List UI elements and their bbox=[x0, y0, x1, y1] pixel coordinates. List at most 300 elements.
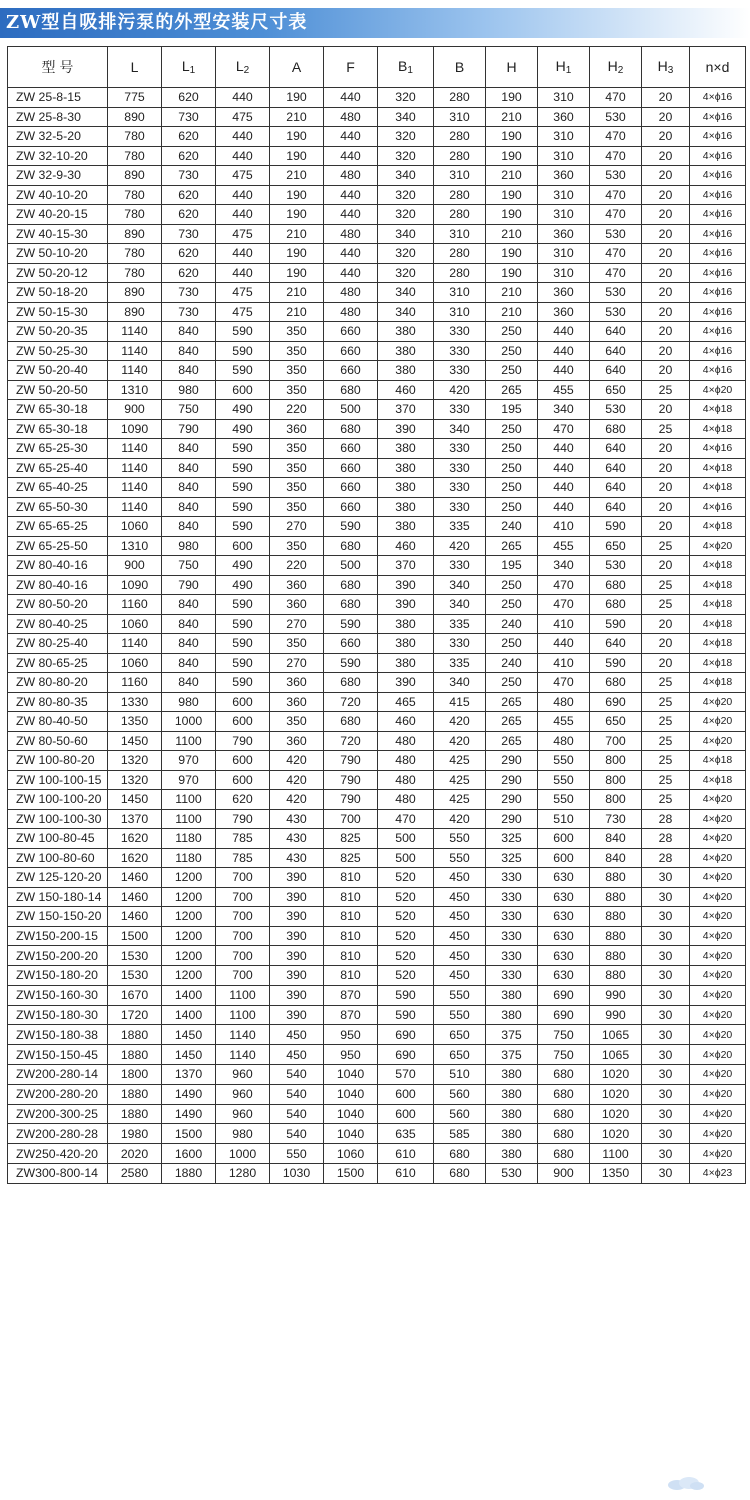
table-cell: 530 bbox=[590, 556, 642, 576]
table-cell: 290 bbox=[486, 751, 538, 771]
table-cell: 1460 bbox=[108, 907, 162, 927]
table-cell: 870 bbox=[324, 1005, 378, 1025]
table-cell: 210 bbox=[270, 107, 324, 127]
table-cell: 190 bbox=[486, 244, 538, 264]
table-cell: 640 bbox=[590, 361, 642, 381]
table-cell: 290 bbox=[486, 790, 538, 810]
table-cell: 1160 bbox=[108, 595, 162, 615]
table-cell: 340 bbox=[538, 556, 590, 576]
table-cell: 440 bbox=[324, 146, 378, 166]
table-cell: 425 bbox=[434, 790, 486, 810]
table-cell: 750 bbox=[162, 556, 216, 576]
table-cell: 590 bbox=[216, 517, 270, 537]
table-cell: 330 bbox=[486, 868, 538, 888]
table-cell: 1370 bbox=[108, 809, 162, 829]
table-cell: 190 bbox=[486, 88, 538, 108]
model-cell: ZW 50-18-20 bbox=[8, 283, 108, 303]
table-cell: 1140 bbox=[108, 478, 162, 498]
table-cell: 980 bbox=[162, 380, 216, 400]
model-cell: ZW 40-10-20 bbox=[8, 185, 108, 205]
table-cell: 660 bbox=[324, 458, 378, 478]
table-cell: 980 bbox=[162, 692, 216, 712]
table-cell: 630 bbox=[538, 946, 590, 966]
table-cell: 20 bbox=[642, 107, 690, 127]
table-cell: 840 bbox=[162, 517, 216, 537]
table-cell: 590 bbox=[216, 634, 270, 654]
table-cell: 630 bbox=[538, 926, 590, 946]
table-cell: 470 bbox=[538, 419, 590, 439]
table-cell: 330 bbox=[434, 361, 486, 381]
table-cell: 190 bbox=[270, 263, 324, 283]
table-cell: 440 bbox=[538, 634, 590, 654]
model-cell: ZW 80-80-20 bbox=[8, 673, 108, 693]
model-cell: ZW 65-40-25 bbox=[8, 478, 108, 498]
table-cell: 4×ϕ20 bbox=[690, 1124, 746, 1144]
table-cell: 30 bbox=[642, 887, 690, 907]
table-cell: 950 bbox=[324, 1025, 378, 1045]
table-cell: 4×ϕ20 bbox=[690, 809, 746, 829]
table-cell: 750 bbox=[538, 1045, 590, 1065]
table-cell: 320 bbox=[378, 185, 434, 205]
table-cell: 30 bbox=[642, 966, 690, 986]
table-cell: 4×ϕ20 bbox=[690, 1005, 746, 1025]
table-cell: 4×ϕ18 bbox=[690, 595, 746, 615]
table-cell: 380 bbox=[378, 478, 434, 498]
table-cell: 720 bbox=[324, 731, 378, 751]
table-cell: 270 bbox=[270, 614, 324, 634]
table-cell: 840 bbox=[162, 361, 216, 381]
table-cell: 1160 bbox=[108, 673, 162, 693]
table-cell: 1620 bbox=[108, 829, 162, 849]
table-cell: 20 bbox=[642, 322, 690, 342]
table-cell: 1600 bbox=[162, 1144, 216, 1164]
table-row bbox=[8, 127, 746, 147]
table-cell: 1000 bbox=[216, 1144, 270, 1164]
table-row bbox=[8, 575, 746, 595]
table-cell: 460 bbox=[378, 712, 434, 732]
table-cell: 4×ϕ18 bbox=[690, 634, 746, 654]
table-cell: 1450 bbox=[108, 790, 162, 810]
table-cell: 20 bbox=[642, 517, 690, 537]
table-cell: 540 bbox=[270, 1084, 324, 1104]
table-cell: 425 bbox=[434, 770, 486, 790]
column-header-label: 型 号 bbox=[41, 59, 74, 75]
table-cell: 20 bbox=[642, 244, 690, 264]
table-cell: 680 bbox=[324, 419, 378, 439]
table-cell: 330 bbox=[486, 966, 538, 986]
table-row bbox=[8, 1144, 746, 1164]
table-cell: 350 bbox=[270, 497, 324, 517]
table-cell: 4×ϕ20 bbox=[690, 731, 746, 751]
table-cell: 900 bbox=[538, 1164, 590, 1184]
table-cell: 1450 bbox=[162, 1025, 216, 1045]
table-cell: 480 bbox=[538, 731, 590, 751]
table-cell: 30 bbox=[642, 946, 690, 966]
table-cell: 590 bbox=[216, 614, 270, 634]
column-header bbox=[434, 47, 486, 88]
table-cell: 4×ϕ16 bbox=[690, 107, 746, 127]
table-cell: 280 bbox=[434, 146, 486, 166]
table-cell: 340 bbox=[434, 419, 486, 439]
table-cell: 270 bbox=[270, 517, 324, 537]
table-row bbox=[8, 322, 746, 342]
table-cell: 380 bbox=[486, 1005, 538, 1025]
table-cell: 1880 bbox=[108, 1104, 162, 1124]
model-cell: ZW 50-25-30 bbox=[8, 341, 108, 361]
table-cell: 4×ϕ18 bbox=[690, 575, 746, 595]
table-cell: 1090 bbox=[108, 575, 162, 595]
table-cell: 1040 bbox=[324, 1104, 378, 1124]
table-cell: 590 bbox=[324, 653, 378, 673]
table-cell: 380 bbox=[486, 985, 538, 1005]
table-row bbox=[8, 887, 746, 907]
table-cell: 680 bbox=[434, 1144, 486, 1164]
table-cell: 190 bbox=[270, 127, 324, 147]
table-cell: 840 bbox=[162, 322, 216, 342]
table-cell: 210 bbox=[486, 107, 538, 127]
table-cell: 680 bbox=[590, 673, 642, 693]
table-cell: 195 bbox=[486, 556, 538, 576]
table-cell: 810 bbox=[324, 946, 378, 966]
table-cell: 265 bbox=[486, 692, 538, 712]
table-cell: 20 bbox=[642, 341, 690, 361]
table-cell: 4×ϕ20 bbox=[690, 1104, 746, 1124]
table-cell: 780 bbox=[108, 185, 162, 205]
model-cell: ZW150-200-20 bbox=[8, 946, 108, 966]
table-cell: 25 bbox=[642, 731, 690, 751]
table-cell: 980 bbox=[216, 1124, 270, 1144]
table-cell: 450 bbox=[434, 946, 486, 966]
table-cell: 470 bbox=[590, 185, 642, 205]
column-header-label: H bbox=[657, 58, 668, 74]
table-cell: 430 bbox=[270, 848, 324, 868]
table-row bbox=[8, 712, 746, 732]
cloud-decoration-icon bbox=[665, 1476, 705, 1492]
table-cell: 1200 bbox=[162, 946, 216, 966]
table-cell: 1140 bbox=[108, 497, 162, 517]
table-cell: 330 bbox=[434, 497, 486, 517]
table-cell: 4×ϕ20 bbox=[690, 1025, 746, 1045]
model-cell: ZW 50-20-40 bbox=[8, 361, 108, 381]
table-cell: 600 bbox=[216, 692, 270, 712]
table-cell: 440 bbox=[324, 88, 378, 108]
table-cell: 1100 bbox=[590, 1144, 642, 1164]
table-cell: 500 bbox=[324, 400, 378, 420]
column-header-label: n×d bbox=[705, 59, 730, 75]
table-cell: 4×ϕ20 bbox=[690, 1084, 746, 1104]
table-cell: 690 bbox=[538, 1005, 590, 1025]
column-header bbox=[108, 47, 162, 88]
table-row bbox=[8, 107, 746, 127]
table-cell: 600 bbox=[216, 536, 270, 556]
table-cell: 430 bbox=[270, 809, 324, 829]
table-cell: 4×ϕ20 bbox=[690, 536, 746, 556]
table-cell: 20 bbox=[642, 497, 690, 517]
table-cell: 825 bbox=[324, 848, 378, 868]
table-cell: 440 bbox=[324, 244, 378, 264]
table-cell: 1330 bbox=[108, 692, 162, 712]
table-cell: 790 bbox=[324, 751, 378, 771]
table-row bbox=[8, 692, 746, 712]
table-cell: 440 bbox=[216, 244, 270, 264]
table-cell: 380 bbox=[378, 341, 434, 361]
table-cell: 440 bbox=[324, 185, 378, 205]
table-cell: 430 bbox=[270, 829, 324, 849]
table-cell: 1320 bbox=[108, 751, 162, 771]
model-cell: ZW 50-20-50 bbox=[8, 380, 108, 400]
model-cell: ZW150-180-20 bbox=[8, 966, 108, 986]
table-row bbox=[8, 458, 746, 478]
table-cell: 340 bbox=[378, 107, 434, 127]
table-cell: 4×ϕ20 bbox=[690, 887, 746, 907]
table-cell: 840 bbox=[162, 497, 216, 517]
table-cell: 4×ϕ18 bbox=[690, 458, 746, 478]
table-cell: 480 bbox=[378, 731, 434, 751]
table-cell: 440 bbox=[216, 127, 270, 147]
table-cell: 25 bbox=[642, 419, 690, 439]
column-header-subscript: 1 bbox=[407, 65, 413, 76]
model-cell: ZW 25-8-15 bbox=[8, 88, 108, 108]
table-cell: 510 bbox=[434, 1065, 486, 1085]
table-cell: 780 bbox=[108, 127, 162, 147]
table-cell: 420 bbox=[270, 770, 324, 790]
column-header bbox=[690, 47, 746, 88]
table-cell: 480 bbox=[324, 107, 378, 127]
table-cell: 550 bbox=[270, 1144, 324, 1164]
table-cell: 470 bbox=[538, 595, 590, 615]
model-cell: ZW 80-50-20 bbox=[8, 595, 108, 615]
table-cell: 390 bbox=[378, 595, 434, 615]
table-cell: 630 bbox=[538, 966, 590, 986]
table-cell: 440 bbox=[538, 458, 590, 478]
table-cell: 440 bbox=[538, 439, 590, 459]
table-cell: 1880 bbox=[108, 1084, 162, 1104]
table-cell: 1100 bbox=[162, 790, 216, 810]
table-cell: 240 bbox=[486, 653, 538, 673]
table-row bbox=[8, 595, 746, 615]
table-cell: 650 bbox=[434, 1045, 486, 1065]
model-cell: ZW200-280-14 bbox=[8, 1065, 108, 1085]
table-cell: 660 bbox=[324, 341, 378, 361]
table-cell: 350 bbox=[270, 361, 324, 381]
model-cell: ZW 80-40-16 bbox=[8, 575, 108, 595]
table-cell: 1500 bbox=[108, 926, 162, 946]
model-cell: ZW 40-20-15 bbox=[8, 205, 108, 225]
table-cell: 240 bbox=[486, 614, 538, 634]
table-cell: 310 bbox=[434, 166, 486, 186]
table-cell: 4×ϕ18 bbox=[690, 751, 746, 771]
table-cell: 30 bbox=[642, 985, 690, 1005]
table-cell: 310 bbox=[538, 127, 590, 147]
table-cell: 480 bbox=[538, 692, 590, 712]
table-cell: 680 bbox=[538, 1104, 590, 1124]
column-header-label: B bbox=[398, 58, 408, 74]
table-cell: 2580 bbox=[108, 1164, 162, 1184]
table-row bbox=[8, 731, 746, 751]
table-cell: 425 bbox=[434, 751, 486, 771]
table-cell: 480 bbox=[324, 224, 378, 244]
table-cell: 480 bbox=[378, 790, 434, 810]
table-cell: 20 bbox=[642, 361, 690, 381]
column-header bbox=[216, 47, 270, 88]
table-cell: 600 bbox=[216, 712, 270, 732]
table-cell: 20 bbox=[642, 205, 690, 225]
model-cell: ZW 65-25-50 bbox=[8, 536, 108, 556]
table-cell: 1450 bbox=[108, 731, 162, 751]
table-cell: 195 bbox=[486, 400, 538, 420]
table-cell: 810 bbox=[324, 926, 378, 946]
table-cell: 1880 bbox=[108, 1025, 162, 1045]
table-cell: 960 bbox=[216, 1065, 270, 1085]
table-cell: 210 bbox=[486, 224, 538, 244]
table-cell: 640 bbox=[590, 458, 642, 478]
table-cell: 775 bbox=[108, 88, 162, 108]
table-cell: 1140 bbox=[108, 361, 162, 381]
page-title: ZW型自吸排污泵的外型安装尺寸表 bbox=[6, 12, 308, 33]
table-cell: 320 bbox=[378, 244, 434, 264]
table-cell: 440 bbox=[538, 341, 590, 361]
table-cell: 720 bbox=[324, 692, 378, 712]
table-cell: 900 bbox=[108, 556, 162, 576]
table-cell: 330 bbox=[486, 887, 538, 907]
table-cell: 20 bbox=[642, 88, 690, 108]
table-cell: 280 bbox=[434, 127, 486, 147]
table-cell: 600 bbox=[538, 848, 590, 868]
table-cell: 650 bbox=[590, 536, 642, 556]
table-cell: 590 bbox=[216, 673, 270, 693]
table-cell: 530 bbox=[590, 302, 642, 322]
table-cell: 20 bbox=[642, 458, 690, 478]
table-cell: 690 bbox=[538, 985, 590, 1005]
table-cell: 1060 bbox=[108, 653, 162, 673]
table-cell: 310 bbox=[434, 224, 486, 244]
table-row bbox=[8, 868, 746, 888]
table-cell: 30 bbox=[642, 1065, 690, 1085]
table-cell: 380 bbox=[378, 653, 434, 673]
table-cell: 420 bbox=[270, 790, 324, 810]
table-cell: 440 bbox=[216, 205, 270, 225]
table-cell: 785 bbox=[216, 829, 270, 849]
table-cell: 25 bbox=[642, 790, 690, 810]
table-cell: 20 bbox=[642, 614, 690, 634]
table-cell: 590 bbox=[216, 439, 270, 459]
table-cell: 220 bbox=[270, 556, 324, 576]
table-row bbox=[8, 966, 746, 986]
model-cell: ZW 80-40-16 bbox=[8, 556, 108, 576]
table-row bbox=[8, 536, 746, 556]
table-cell: 30 bbox=[642, 1104, 690, 1124]
table-cell: 790 bbox=[324, 790, 378, 810]
table-cell: 530 bbox=[590, 400, 642, 420]
model-cell: ZW 80-25-40 bbox=[8, 634, 108, 654]
table-cell: 450 bbox=[270, 1045, 324, 1065]
table-cell: 680 bbox=[324, 595, 378, 615]
table-cell: 4×ϕ18 bbox=[690, 673, 746, 693]
table-cell: 410 bbox=[538, 653, 590, 673]
table-cell: 310 bbox=[434, 302, 486, 322]
model-cell: ZW 150-150-20 bbox=[8, 907, 108, 927]
table-cell: 310 bbox=[538, 263, 590, 283]
table-cell: 1140 bbox=[108, 322, 162, 342]
table-cell: 1040 bbox=[324, 1065, 378, 1085]
table-cell: 800 bbox=[590, 751, 642, 771]
table-cell: 1530 bbox=[108, 946, 162, 966]
table-cell: 1060 bbox=[108, 614, 162, 634]
table-cell: 25 bbox=[642, 751, 690, 771]
table-row bbox=[8, 907, 746, 927]
table-cell: 250 bbox=[486, 478, 538, 498]
table-cell: 25 bbox=[642, 692, 690, 712]
table-row bbox=[8, 361, 746, 381]
table-cell: 20 bbox=[642, 478, 690, 498]
table-cell: 1490 bbox=[162, 1104, 216, 1124]
table-cell: 680 bbox=[434, 1164, 486, 1184]
table-cell: 20 bbox=[642, 127, 690, 147]
table-cell: 1140 bbox=[108, 634, 162, 654]
table-cell: 380 bbox=[378, 517, 434, 537]
table-cell: 880 bbox=[590, 926, 642, 946]
table-cell: 1020 bbox=[590, 1065, 642, 1085]
table-cell: 680 bbox=[590, 419, 642, 439]
table-cell: 330 bbox=[486, 926, 538, 946]
table-cell: 340 bbox=[378, 224, 434, 244]
table-cell: 550 bbox=[434, 1005, 486, 1025]
table-cell: 730 bbox=[162, 283, 216, 303]
table-cell: 890 bbox=[108, 283, 162, 303]
table-cell: 520 bbox=[378, 907, 434, 927]
table-cell: 280 bbox=[434, 185, 486, 205]
table-cell: 475 bbox=[216, 224, 270, 244]
table-cell: 730 bbox=[162, 166, 216, 186]
model-cell: ZW 50-20-35 bbox=[8, 322, 108, 342]
table-cell: 310 bbox=[538, 244, 590, 264]
column-header bbox=[642, 47, 690, 88]
model-cell: ZW200-280-28 bbox=[8, 1124, 108, 1144]
table-cell: 190 bbox=[270, 146, 324, 166]
table-cell: 530 bbox=[486, 1164, 538, 1184]
table-cell: 530 bbox=[590, 224, 642, 244]
table-cell: 840 bbox=[590, 848, 642, 868]
table-cell: 520 bbox=[378, 926, 434, 946]
table-cell: 250 bbox=[486, 595, 538, 615]
table-cell: 680 bbox=[324, 712, 378, 732]
table-cell: 1350 bbox=[590, 1164, 642, 1184]
table-cell: 690 bbox=[378, 1045, 434, 1065]
table-cell: 380 bbox=[378, 497, 434, 517]
table-cell: 1670 bbox=[108, 985, 162, 1005]
table-cell: 4×ϕ20 bbox=[690, 907, 746, 927]
table-cell: 20 bbox=[642, 634, 690, 654]
table-cell: 28 bbox=[642, 829, 690, 849]
table-cell: 1140 bbox=[108, 341, 162, 361]
table-cell: 380 bbox=[486, 1124, 538, 1144]
table-cell: 540 bbox=[270, 1104, 324, 1124]
table-row bbox=[8, 809, 746, 829]
table-cell: 320 bbox=[378, 88, 434, 108]
table-cell: 530 bbox=[590, 166, 642, 186]
table-cell: 360 bbox=[538, 283, 590, 303]
table-cell: 1020 bbox=[590, 1084, 642, 1104]
table-cell: 30 bbox=[642, 1164, 690, 1184]
table-cell: 25 bbox=[642, 575, 690, 595]
table-cell: 620 bbox=[162, 146, 216, 166]
table-cell: 980 bbox=[162, 536, 216, 556]
table-cell: 470 bbox=[590, 146, 642, 166]
table-cell: 470 bbox=[590, 244, 642, 264]
table-cell: 1100 bbox=[162, 731, 216, 751]
table-cell: 250 bbox=[486, 497, 538, 517]
table-cell: 380 bbox=[486, 1104, 538, 1124]
